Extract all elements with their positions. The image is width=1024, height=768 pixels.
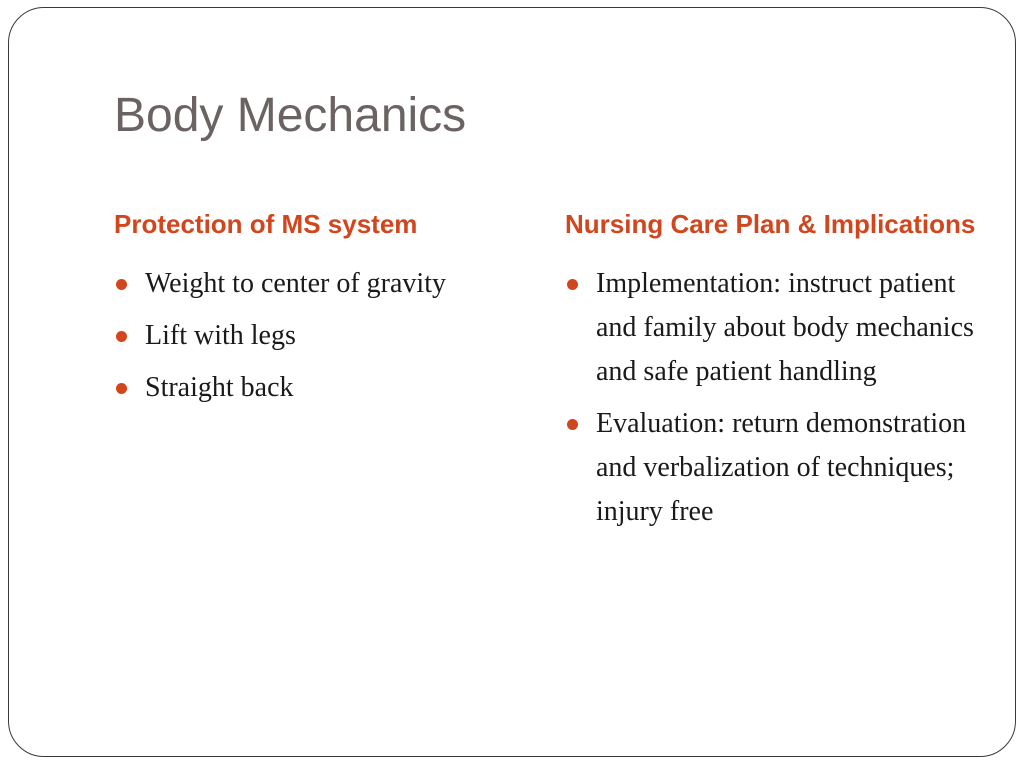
left-column — [114, 164, 534, 418]
bullet-dot-icon — [567, 279, 578, 290]
bullet-text: Evaluation: return demonstration and verbalization of techniques; injury free — [596, 408, 967, 527]
bullet-text: Implementation: instruct patient and family about body mechanics and safe patient handling — [596, 268, 974, 387]
bullet-item — [114, 262, 534, 306]
bullet-item — [565, 402, 985, 534]
left-column-heading — [114, 164, 534, 244]
right-column — [565, 164, 985, 542]
bullet-dot-icon — [116, 383, 127, 394]
bullet-text: Weight to center of gravity — [145, 268, 446, 299]
bullet-item — [114, 314, 534, 358]
right-bullet-list — [565, 262, 985, 534]
bullet-dot-icon — [116, 279, 127, 290]
right-column-heading-text: Nursing Care Plan & Implications — [565, 209, 976, 239]
bullet-text: Lift with legs — [145, 320, 296, 351]
bullet-item — [114, 366, 534, 410]
left-bullet-list — [114, 262, 534, 410]
bullet-text: Straight back — [145, 372, 294, 403]
bullet-item — [565, 262, 985, 394]
slide-title: Body Mechanics — [114, 89, 467, 142]
right-column-heading — [565, 164, 985, 244]
bullet-dot-icon — [116, 331, 127, 342]
left-column-heading-text: Protection of MS system — [114, 209, 418, 239]
bullet-dot-icon — [567, 419, 578, 430]
